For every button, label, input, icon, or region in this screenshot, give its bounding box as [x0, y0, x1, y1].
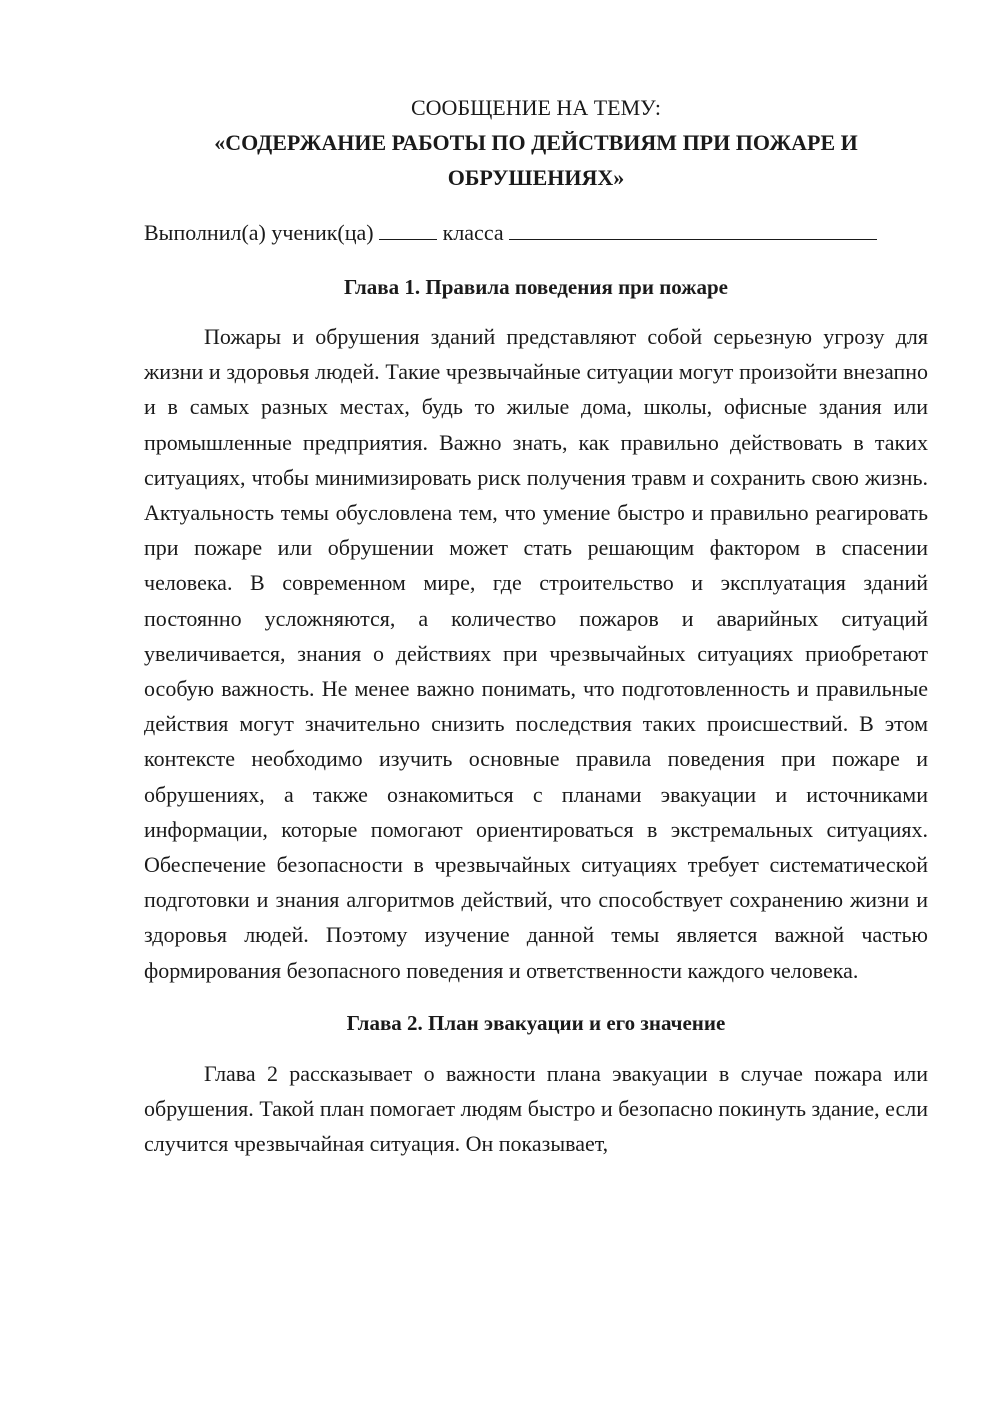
document-heading: СООБЩЕНИЕ НА ТЕМУ: — [411, 95, 661, 120]
chapter-1-title: Глава 1. Правила поведения при пожаре — [344, 275, 728, 299]
chapter-1-text: Пожары и обрушения зданий представляют собой серьезную угрозу для жизни и здоровья людей. Такие чрезвычайные ситуации могут произойти внезапно и в самых разных местах, будь то жилые дома, школы, офисные здания или промышленные предприятия. Важно знать, как правильно действовать в таких ситуациях, чтобы минимизировать риск получения травм и сохранить свою жизнь. Актуальность темы обусловлена тем, что умение быстро и правильно реагировать при пожаре или обрушении может стать решающим фактором в спасении человека. В современном мире, где строительство и эксплуатация зданий постоянно усложняются, а количество пожаров и аварийных ситуаций увеличивается, знания о действиях при чрезвычайных ситуациях приобретают особую важность. Не менее важно понимать, что подготовленность и правильные действия могут значительно снизить последствия таких происшествий. В этом контексте необходимо изучить основные правила поведения при пожаре и обрушениях, а также ознакомиться с планами эвакуации и источниками информации, которые помогают ориентироваться в экстремальных ситуациях. Обеспечение безопасности в чрезвычайных ситуациях требует систематической подготовки и знания алгоритмов действий, что способствует сохранению жизни и здоровья людей. Поэтому изучение данной темы является важной частью формирования безопасного поведения и ответственности каждого человека. — [144, 324, 928, 983]
chapter-2-title: Глава 2. План эвакуации и его значение — [346, 1010, 726, 1035]
class-number-blank — [379, 217, 437, 240]
document-title-line-2: ОБРУШЕНИЯХ» — [447, 165, 625, 190]
document-title-line-1: «СОДЕРЖАНИЕ РАБОТЫ ПО ДЕЙСТВИЯМ ПРИ ПОЖАРЕ И — [214, 130, 858, 155]
class-label: класса — [442, 220, 504, 245]
chapter-2-text: Глава 2 рассказывает о важности плана эвакуации в случае пожара или обрушения. Такой план помогает людям быстро и безопасно покинуть здание, если случится чрезвычайная ситуация. Он показывает, — [144, 1060, 928, 1157]
author-line — [144, 215, 928, 250]
author-prefix: Выполнил(а) ученик(ца) — [144, 220, 374, 245]
student-name-blank — [509, 217, 877, 240]
document-page — [144, 90, 928, 1161]
